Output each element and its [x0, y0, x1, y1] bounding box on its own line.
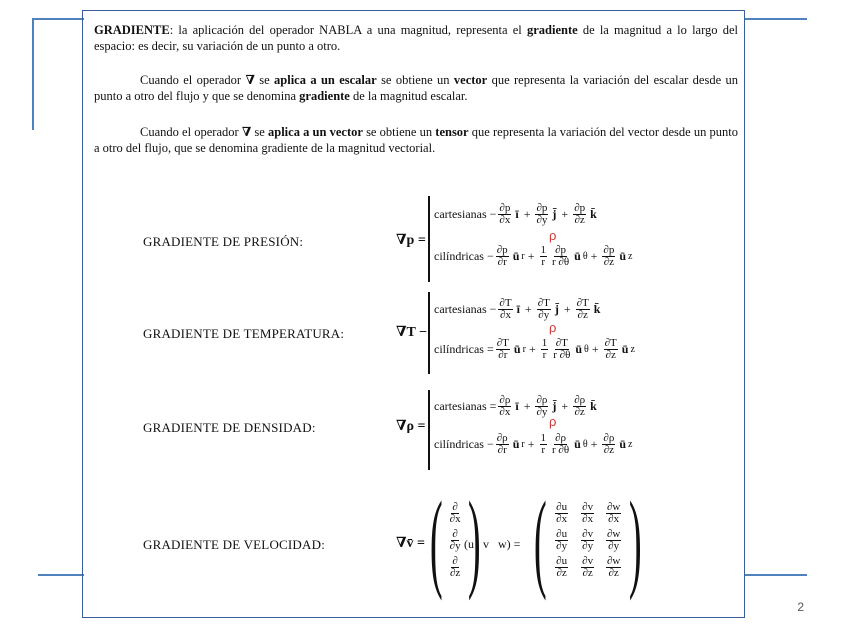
scalar-paragraph	[94, 72, 738, 104]
densidad-cartesian-row: cartesianas = $\frac{\partial\rho}{\partial x}$ ī + $\frac{\partial\rho}{\partial y}$ j̄ + $\frac{\partial\rho}{\partial z}$ k̄	[434, 394, 597, 418]
cylindrical-label: cilíndricas −	[434, 437, 494, 451]
decor-line-left-vertical	[32, 18, 34, 130]
decor-line-top-right	[745, 18, 807, 20]
lhs-presion: ∇p =	[396, 233, 426, 248]
vector-text-b: se	[251, 125, 268, 139]
decor-line-bottom-right	[745, 574, 807, 576]
cartesian-label: cartesianas −	[434, 302, 497, 316]
scalar-text-e: de la magnitud escalar.	[349, 89, 468, 103]
velocity-row-vector: (u v w) =	[464, 537, 521, 551]
nabla-symbol: ∇	[245, 73, 255, 87]
scalar-bold-1: aplica a un escalar	[274, 73, 377, 87]
scalar-text-c: se obtiene un	[376, 73, 454, 87]
handwritten-annotation-1: ρ	[549, 228, 557, 243]
intro-paragraph	[94, 22, 738, 54]
intro-title: GRADIENTE	[94, 23, 170, 37]
scalar-text-d: que representa la variación del escalar desde un punto a otro del flujo y que se denomina	[94, 73, 738, 103]
vector-text-c: se obtiene un	[362, 125, 436, 139]
handwritten-annotation-2: ρ	[549, 320, 557, 335]
handwritten-annotation-3: ρ	[549, 414, 557, 429]
vector-bold-1: aplica a un vector	[268, 125, 363, 139]
temperatura-cartesian-row: cartesianas − $\frac{\partial T}{\partial x}$ ī + $\frac{\partial T}{\partial y}$ j̄ + $\frac{\partial T}{\partial z}$ k̄	[434, 297, 601, 321]
scalar-bold-2: vector	[453, 73, 488, 87]
scalar-text-a: Cuando el operador	[140, 73, 246, 87]
intro-text: : la aplicación del operador NABLA a una magnitud, representa el	[169, 23, 527, 37]
intro-bold: gradiente	[526, 23, 578, 37]
temperatura-cylindrical-row: cilíndricas = $\frac{\partial T}{\partial r}$ ū r + $\frac{1}{r}$ $\frac{\partial T}{r \partial\theta}$ ū θ + $\frac{\partial T}{\partial z}$ ū z	[434, 337, 635, 361]
vector-text-d: que representa la variación del vector desde un punto a otro del flujo, que se denomina gradiente de la magnitud vectorial.	[94, 125, 738, 155]
lhs-densidad: ∇ρ =	[396, 419, 426, 434]
densidad-cylindrical-row: cilíndricas − $\frac{\partial\rho}{\partial r}$ ū r + $\frac{1}{r}$ $\frac{\partial\rho}{r \partial\theta}$ ū θ + $\frac{\partial\rho}{\partial z}$ ū z	[434, 432, 633, 456]
brace-temperatura	[428, 292, 430, 374]
decor-line-top-left	[32, 18, 84, 20]
vector-bold-2: tensor	[435, 125, 469, 139]
vector-paragraph	[94, 124, 738, 156]
lhs-temperatura: ∇T −	[396, 325, 428, 340]
decor-line-bottom-left	[38, 574, 84, 576]
velocity-operator-column: ( $\frac{\partial}{\partial x}$ $\frac{\partial}{\partial y}$ $\frac{\partial}{\partial z}$ )	[429, 479, 481, 601]
presion-cartesian-row: cartesianas − $\frac{\partial p}{\partial x}$ ī + $\frac{\partial p}{\partial y}$ j̄ + $\frac{\partial p}{\partial z}$ k̄	[434, 202, 597, 226]
label-gradiente-velocidad: GRADIENTE DE VELOCIDAD:	[143, 537, 326, 552]
intro-text-end: de la magnitud a lo largo del espacio: es decir, su variación de un punto a otro.	[94, 23, 738, 53]
cartesian-label: cartesianas −	[434, 207, 497, 221]
scalar-bold-3: gradiente	[299, 89, 350, 103]
label-gradiente-densidad: GRADIENTE DE DENSIDAD:	[143, 420, 316, 435]
cylindrical-label: cilíndricas =	[434, 342, 494, 356]
label-gradiente-presion: GRADIENTE DE PRESIÓN:	[143, 234, 304, 249]
brace-presion	[428, 196, 430, 282]
page-number: 2	[797, 600, 804, 614]
presion-cylindrical-row: cilíndricas − $\frac{\partial p}{\partial r}$ ū r + $\frac{1}{r}$ $\frac{\partial p}{r \partial\theta}$ ū θ + $\frac{\partial p}{\partial z}$ ū z	[434, 244, 633, 268]
velocity-gradient-tensor: ( $\frac{\partial u}{\partial x}$ $\frac{\partial v}{\partial x}$ $\frac{\partial w}{\partial x}$ $\frac{\partial u}{\partial y}$ $\frac{\partial v}{\partial y}$ $\frac{\partial w}{\partial y}$ $\frac{\partial u}{\partial z}$ $\frac{\partial v}{\partial z}$ $\frac{\partial w}{\partial z}$ )	[533, 479, 642, 601]
brace-densidad	[428, 390, 430, 470]
scalar-text-b: se	[254, 73, 275, 87]
label-gradiente-temperatura: GRADIENTE DE TEMPERATURA:	[143, 326, 345, 341]
cylindrical-label: cilíndricas −	[434, 249, 494, 263]
lhs-velocidad: ∇v̄ =	[396, 536, 426, 551]
vector-text-a: Cuando el operador	[140, 125, 242, 139]
cartesian-label: cartesianas =	[434, 399, 497, 413]
nabla-symbol-2: ∇	[241, 125, 252, 139]
